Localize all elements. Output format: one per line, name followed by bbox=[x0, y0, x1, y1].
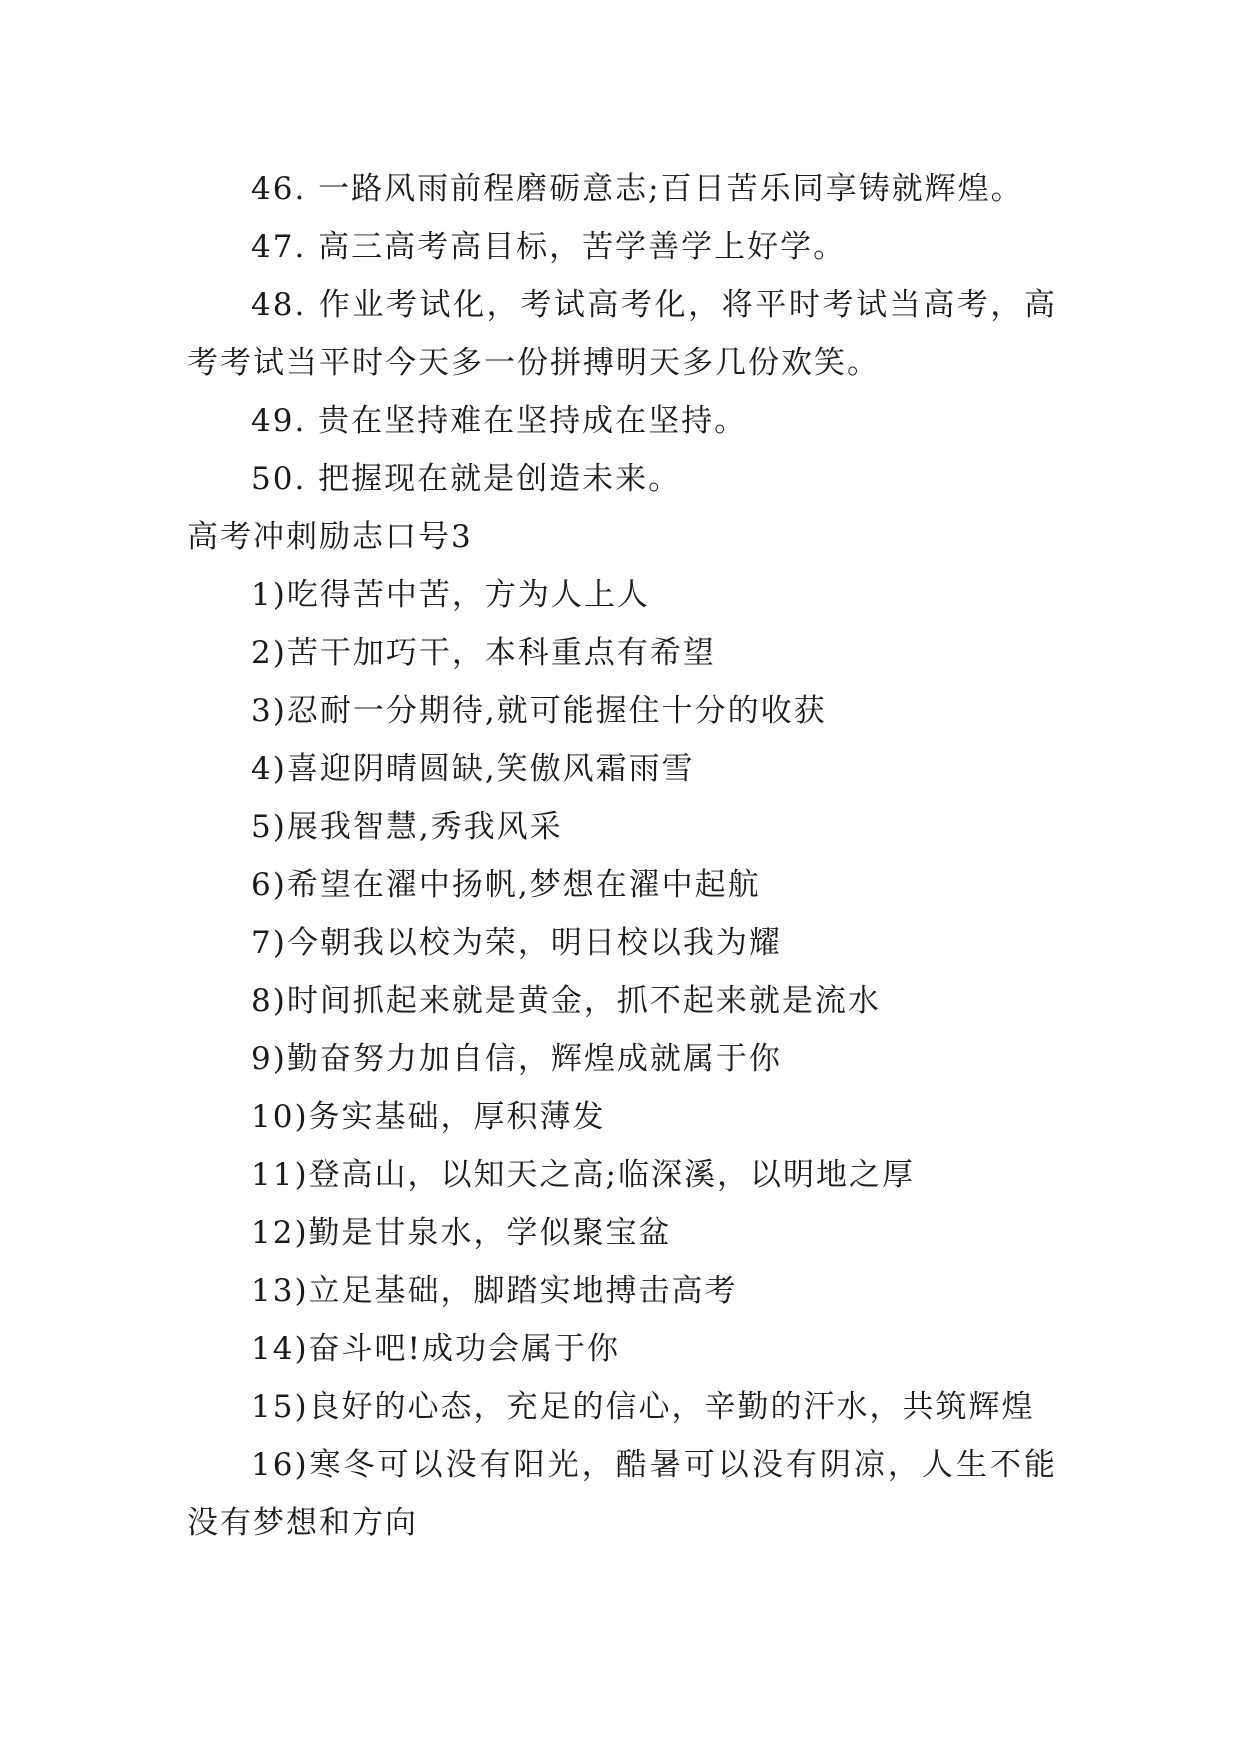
list-item: 48. 作业考试化，考试高考化，将平时考试当高考，高考考试当平时今天多一份拼搏明天多几份欢笑。 bbox=[187, 287, 1057, 381]
slogan-item: 3)忍耐一分期待,就可能握住十分的收获 bbox=[251, 693, 827, 729]
slogan-item: 11)登高山，以知天之高;临深溪，以明地之厚 bbox=[251, 1157, 915, 1193]
slogan-item: 9)勤奋努力加自信，辉煌成就属于你 bbox=[251, 1041, 782, 1077]
slogan-item: 7)今朝我以校为荣，明日校以我为耀 bbox=[251, 925, 782, 961]
slogan-item: 15)良好的心态，充足的信心，辛勤的汗水，共筑辉煌 bbox=[251, 1389, 1035, 1425]
slogan-item: 13)立足基础，脚踏实地搏击高考 bbox=[251, 1273, 738, 1309]
slogan-item: 12)勤是甘泉水，学似聚宝盆 bbox=[251, 1215, 672, 1251]
slogan-item: 10)务实基础，厚积薄发 bbox=[251, 1099, 606, 1135]
list-item: 46. 一路风雨前程磨砺意志;百日苦乐同享铸就辉煌。 bbox=[251, 171, 1024, 207]
section-heading: 高考冲刺励志口号3 bbox=[187, 519, 473, 555]
list-item: 49. 贵在坚持难在坚持成在坚持。 bbox=[251, 403, 748, 439]
list-item: 47. 高三高考高目标，苦学善学上好学。 bbox=[251, 229, 847, 265]
slogan-item: 8)时间抓起来就是黄金，抓不起来就是流水 bbox=[251, 983, 881, 1019]
slogan-item: 1)吃得苦中苦，方为人上人 bbox=[251, 577, 650, 613]
slogan-item: 2)苦干加巧干，本科重点有希望 bbox=[251, 635, 716, 671]
slogan-item: 14)奋斗吧!成功会属于你 bbox=[251, 1331, 620, 1367]
slogan-item: 5)展我智慧,秀我风采 bbox=[251, 809, 563, 845]
slogan-item: 6)希望在濯中扬帆,梦想在濯中起航 bbox=[251, 867, 761, 903]
list-item: 50. 把握现在就是创造未来。 bbox=[251, 461, 682, 497]
document-body bbox=[187, 160, 1057, 1552]
slogan-item: 16)寒冬可以没有阳光，酷暑可以没有阴凉，人生不能没有梦想和方向 bbox=[187, 1447, 1057, 1541]
slogan-item: 4)喜迎阴晴圆缺,笑傲风霜雨雪 bbox=[251, 751, 695, 787]
